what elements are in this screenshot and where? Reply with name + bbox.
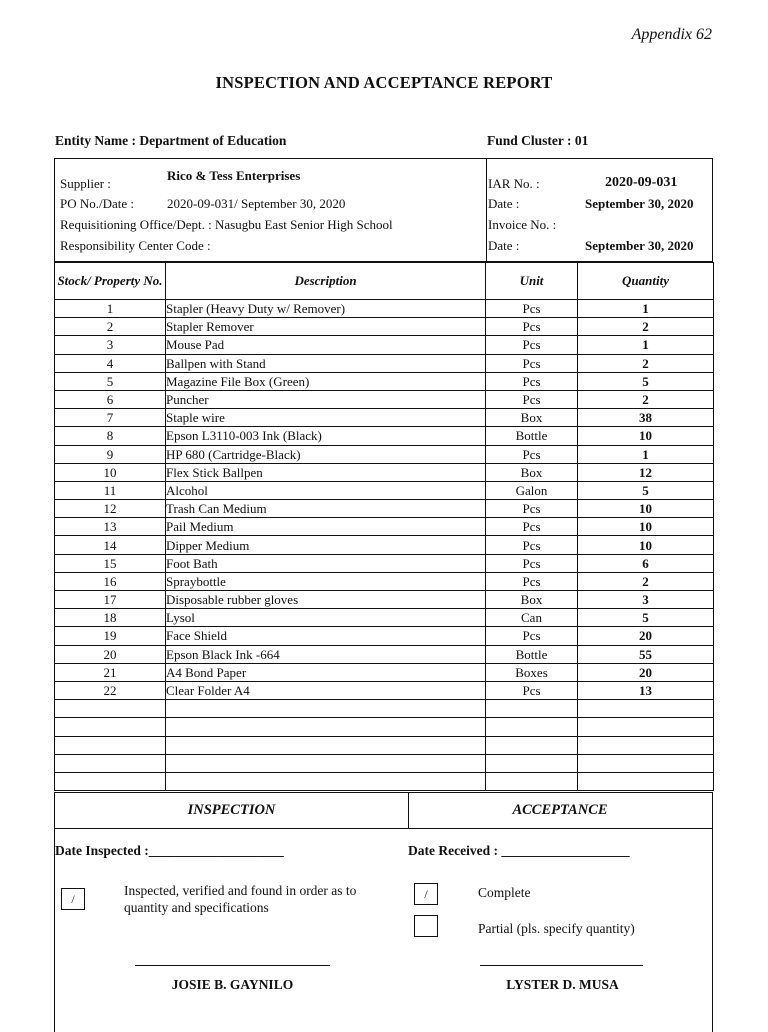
row-description: Mouse Pad bbox=[166, 336, 486, 354]
row-quantity: 10 bbox=[578, 500, 714, 518]
row-unit: Bottle bbox=[486, 645, 578, 663]
table-row bbox=[55, 427, 714, 445]
partial-checkbox[interactable] bbox=[414, 915, 438, 937]
row-quantity: 5 bbox=[578, 481, 714, 499]
row-quantity: 2 bbox=[578, 354, 714, 372]
report-header-box bbox=[54, 158, 713, 262]
row-stock-no: 8 bbox=[55, 427, 166, 445]
row-stock-no: 15 bbox=[55, 554, 166, 572]
row-stock-no: 17 bbox=[55, 591, 166, 609]
row-stock-no: 3 bbox=[55, 336, 166, 354]
row-quantity: 20 bbox=[578, 663, 714, 681]
section-header-rule bbox=[55, 828, 712, 829]
row-unit bbox=[486, 736, 578, 754]
complete-checkbox[interactable]: / bbox=[414, 883, 438, 905]
row-description: A4 Bond Paper bbox=[166, 663, 486, 681]
inspection-heading: INSPECTION bbox=[187, 802, 276, 818]
row-quantity: 6 bbox=[578, 554, 714, 572]
row-stock-no: 18 bbox=[55, 609, 166, 627]
row-unit: Pcs bbox=[486, 300, 578, 318]
row-description: Epson L3110-003 Ink (Black) bbox=[166, 427, 486, 445]
table-row bbox=[55, 627, 714, 645]
invoice-label: Invoice No. : bbox=[488, 217, 557, 232]
row-unit: Pcs bbox=[486, 354, 578, 372]
table-row bbox=[55, 481, 714, 499]
row-unit: Boxes bbox=[486, 663, 578, 681]
page-title: INSPECTION AND ACCEPTANCE REPORT bbox=[215, 73, 553, 92]
row-quantity bbox=[578, 736, 714, 754]
date-value: September 30, 2020 bbox=[585, 196, 694, 211]
row-description: Alcohol bbox=[166, 481, 486, 499]
row-stock-no: 7 bbox=[55, 409, 166, 427]
table-header-row bbox=[55, 263, 714, 300]
row-stock-no bbox=[55, 754, 166, 772]
table-row bbox=[55, 754, 714, 772]
row-quantity: 5 bbox=[578, 609, 714, 627]
row-description bbox=[166, 772, 486, 790]
row-description: Foot Bath bbox=[166, 554, 486, 572]
row-quantity: 10 bbox=[578, 427, 714, 445]
row-unit: Pcs bbox=[486, 445, 578, 463]
row-description bbox=[166, 736, 486, 754]
entity-name: Entity Name : Department of Education bbox=[55, 133, 287, 148]
table-row bbox=[55, 645, 714, 663]
appendix-label: Appendix 62 bbox=[631, 26, 712, 43]
complete-label: Complete bbox=[478, 885, 531, 900]
row-stock-no bbox=[55, 718, 166, 736]
row-description: Magazine File Box (Green) bbox=[166, 372, 486, 390]
table-row bbox=[55, 336, 714, 354]
row-quantity bbox=[578, 772, 714, 790]
row-stock-no: 4 bbox=[55, 354, 166, 372]
row-description: Spraybottle bbox=[166, 572, 486, 590]
row-unit bbox=[486, 700, 578, 718]
row-unit: Pcs bbox=[486, 500, 578, 518]
row-stock-no: 9 bbox=[55, 445, 166, 463]
table-row bbox=[55, 554, 714, 572]
iar-value: 2020-09-031 bbox=[605, 175, 678, 190]
row-unit bbox=[486, 718, 578, 736]
table-row bbox=[55, 318, 714, 336]
row-description: Flex Stick Ballpen bbox=[166, 463, 486, 481]
row-description: Dipper Medium bbox=[166, 536, 486, 554]
row-description bbox=[166, 754, 486, 772]
supplier-value: Rico & Tess Enterprises bbox=[167, 168, 301, 183]
row-unit: Pcs bbox=[486, 681, 578, 699]
row-description: Clear Folder A4 bbox=[166, 681, 486, 699]
fund-cluster: Fund Cluster : 01 bbox=[487, 133, 589, 148]
table-row bbox=[55, 500, 714, 518]
row-quantity: 1 bbox=[578, 300, 714, 318]
date-inspected-label: Date Inspected :____________________ bbox=[55, 843, 284, 858]
col-header-unit: Unit bbox=[486, 263, 578, 300]
po-value: 2020-09-031/ September 30, 2020 bbox=[167, 196, 346, 211]
row-stock-no: 22 bbox=[55, 681, 166, 699]
table-row bbox=[55, 354, 714, 372]
iar-label: IAR No. : bbox=[488, 176, 540, 191]
col-header-quantity: Quantity bbox=[578, 263, 714, 300]
row-quantity: 55 bbox=[578, 645, 714, 663]
row-quantity bbox=[578, 718, 714, 736]
row-unit bbox=[486, 754, 578, 772]
inspection-statement: Inspected, verified and found in order as to quantity and specifications bbox=[124, 883, 357, 915]
table-row bbox=[55, 663, 714, 681]
row-description: Lysol bbox=[166, 609, 486, 627]
row-description: Pail Medium bbox=[166, 518, 486, 536]
date2-value: September 30, 2020 bbox=[585, 238, 694, 253]
row-quantity: 13 bbox=[578, 681, 714, 699]
supplier-label: Supplier : bbox=[60, 176, 111, 191]
row-stock-no bbox=[55, 736, 166, 754]
requisitioning-office: Requisitioning Office/Dept. : Nasugbu East Senior High School bbox=[60, 217, 393, 232]
row-description: Stapler Remover bbox=[166, 318, 486, 336]
row-quantity bbox=[578, 754, 714, 772]
table-row bbox=[55, 681, 714, 699]
row-description: Puncher bbox=[166, 390, 486, 408]
acceptance-signatory: LYSTER D. MUSA bbox=[506, 977, 619, 992]
row-description: Face Shield bbox=[166, 627, 486, 645]
row-unit bbox=[486, 772, 578, 790]
po-label: PO No./Date : bbox=[60, 196, 135, 211]
row-description: Ballpen with Stand bbox=[166, 354, 486, 372]
table-row bbox=[55, 300, 714, 318]
row-unit: Box bbox=[486, 591, 578, 609]
row-quantity: 10 bbox=[578, 536, 714, 554]
row-quantity bbox=[578, 700, 714, 718]
row-unit: Can bbox=[486, 609, 578, 627]
table-row bbox=[55, 518, 714, 536]
row-unit: Bottle bbox=[486, 427, 578, 445]
row-unit: Pcs bbox=[486, 518, 578, 536]
row-quantity: 5 bbox=[578, 372, 714, 390]
row-description: Disposable rubber gloves bbox=[166, 591, 486, 609]
row-description bbox=[166, 700, 486, 718]
table-row bbox=[55, 772, 714, 790]
row-unit: Pcs bbox=[486, 390, 578, 408]
acceptance-signature-line bbox=[480, 965, 643, 966]
row-unit: Pcs bbox=[486, 372, 578, 390]
table-row bbox=[55, 536, 714, 554]
row-quantity: 2 bbox=[578, 390, 714, 408]
date-label: Date : bbox=[488, 196, 520, 211]
partial-label: Partial (pls. specify quantity) bbox=[478, 921, 635, 936]
row-description: Stapler (Heavy Duty w/ Remover) bbox=[166, 300, 486, 318]
table-row bbox=[55, 572, 714, 590]
date-received-label: Date Received : ___________________ bbox=[408, 843, 630, 858]
inspection-signatory: JOSIE B. GAYNILO bbox=[171, 977, 294, 992]
table-row bbox=[55, 718, 714, 736]
row-description: Epson Black Ink -664 bbox=[166, 645, 486, 663]
row-stock-no: 1 bbox=[55, 300, 166, 318]
row-description: Staple wire bbox=[166, 409, 486, 427]
row-description: Trash Can Medium bbox=[166, 500, 486, 518]
row-stock-no: 11 bbox=[55, 481, 166, 499]
row-quantity: 20 bbox=[578, 627, 714, 645]
row-stock-no: 19 bbox=[55, 627, 166, 645]
header-divider bbox=[486, 159, 487, 261]
table-row bbox=[55, 609, 714, 627]
col-header-description: Description bbox=[166, 263, 486, 300]
table-row bbox=[55, 409, 714, 427]
row-stock-no bbox=[55, 700, 166, 718]
col-header-stock: Stock/ Property No. bbox=[55, 263, 166, 300]
items-table bbox=[54, 262, 714, 791]
acceptance-heading: ACCEPTANCE bbox=[512, 802, 608, 818]
row-unit: Box bbox=[486, 409, 578, 427]
row-quantity: 10 bbox=[578, 518, 714, 536]
table-row bbox=[55, 390, 714, 408]
row-unit: Box bbox=[486, 463, 578, 481]
row-quantity: 1 bbox=[578, 336, 714, 354]
date2-label: Date : bbox=[488, 238, 520, 253]
table-row bbox=[55, 700, 714, 718]
inspected-checkbox[interactable]: / bbox=[61, 888, 85, 910]
row-description bbox=[166, 718, 486, 736]
row-unit: Pcs bbox=[486, 336, 578, 354]
row-unit: Galon bbox=[486, 481, 578, 499]
responsibility-center-code: Responsibility Center Code : bbox=[60, 238, 211, 253]
row-stock-no: 10 bbox=[55, 463, 166, 481]
row-unit: Pcs bbox=[486, 554, 578, 572]
row-quantity: 3 bbox=[578, 591, 714, 609]
table-row bbox=[55, 372, 714, 390]
row-quantity: 1 bbox=[578, 445, 714, 463]
row-stock-no: 13 bbox=[55, 518, 166, 536]
row-unit: Pcs bbox=[486, 536, 578, 554]
row-unit: Pcs bbox=[486, 627, 578, 645]
row-stock-no: 21 bbox=[55, 663, 166, 681]
row-stock-no: 16 bbox=[55, 572, 166, 590]
row-unit: Pcs bbox=[486, 572, 578, 590]
row-quantity: 12 bbox=[578, 463, 714, 481]
table-row bbox=[55, 591, 714, 609]
table-row bbox=[55, 445, 714, 463]
row-stock-no: 20 bbox=[55, 645, 166, 663]
row-stock-no: 14 bbox=[55, 536, 166, 554]
row-stock-no: 12 bbox=[55, 500, 166, 518]
row-stock-no: 6 bbox=[55, 390, 166, 408]
row-stock-no: 2 bbox=[55, 318, 166, 336]
row-quantity: 2 bbox=[578, 572, 714, 590]
row-unit: Pcs bbox=[486, 318, 578, 336]
row-quantity: 38 bbox=[578, 409, 714, 427]
inspection-signature-line bbox=[135, 965, 330, 966]
table-row bbox=[55, 463, 714, 481]
inspection-acceptance-section bbox=[54, 792, 713, 1032]
row-stock-no: 5 bbox=[55, 372, 166, 390]
row-description: HP 680 (Cartridge-Black) bbox=[166, 445, 486, 463]
table-row bbox=[55, 736, 714, 754]
row-quantity: 2 bbox=[578, 318, 714, 336]
row-stock-no bbox=[55, 772, 166, 790]
